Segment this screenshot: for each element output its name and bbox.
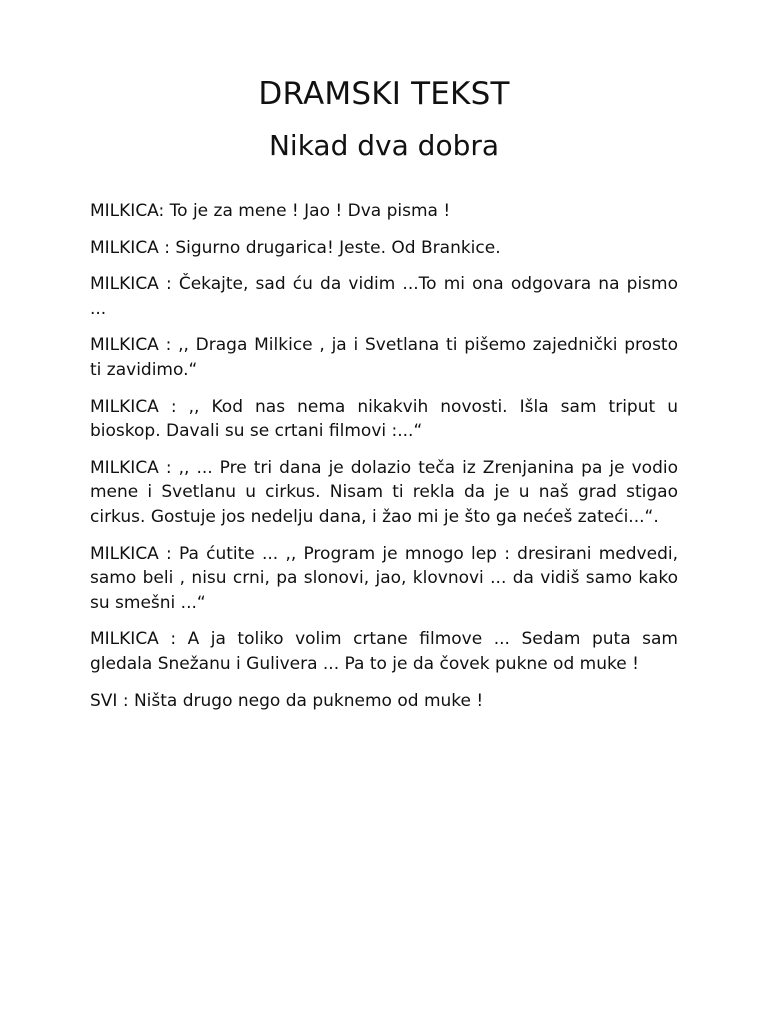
dialogue-body	[90, 199, 678, 713]
dialogue-line-5: MILKICA : ,, Kod nas nema nikakvih novosti. Išla sam triput u bioskop. Davali su se crtani filmovi :...“	[90, 396, 678, 442]
dialogue-line-8: MILKICA : A ja toliko volim crtane filmove ... Sedam puta sam gledala Snežanu i Gulivera ... Pa to je da čovek pukne od muke !	[90, 629, 678, 674]
dialogue-line-3: MILKICA : Čekajte, sad ću da vidim ...To mi ona odgovara na pismo ...	[90, 274, 678, 319]
dialogue-line-1: MILKICA: To je za mene ! Jao ! Dva pisma !	[90, 201, 451, 221]
dialogue-line-6: MILKICA : ,, ... Pre tri dana je dolazio teča iz Zrenjanina pa je vodio mene i Svetlanu u cirkus. Nisam ti rekla da je u naš grad stigao cirkus. Gostuje jos nedelju dana, i žao mi je što ga nećeš zateći...“.	[90, 457, 678, 527]
dialogue-line-9: SVI : Ništa drugo nego da puknemo od muke !	[90, 690, 484, 711]
dialogue-line-2: MILKICA : Sigurno drugarica! Jeste. Od Brankice.	[90, 237, 501, 258]
document-subtitle: Nikad dva dobra	[268, 129, 500, 162]
dialogue-line-7: MILKICA : Pa ćutite ... ,, Program je mnogo lep : dresirani medvedi, samo beli , nisu crni, pa slonovi, jao, klovnovi ... da vidiš samo kako su smešni ...“	[90, 543, 678, 613]
dialogue-line-4: MILKICA : ,, Draga Milkice , ja i Svetlana ti pišemo zajednički prosto ti zavidimo.“	[90, 335, 678, 380]
document-title: DRAMSKI TEKST	[258, 76, 510, 112]
